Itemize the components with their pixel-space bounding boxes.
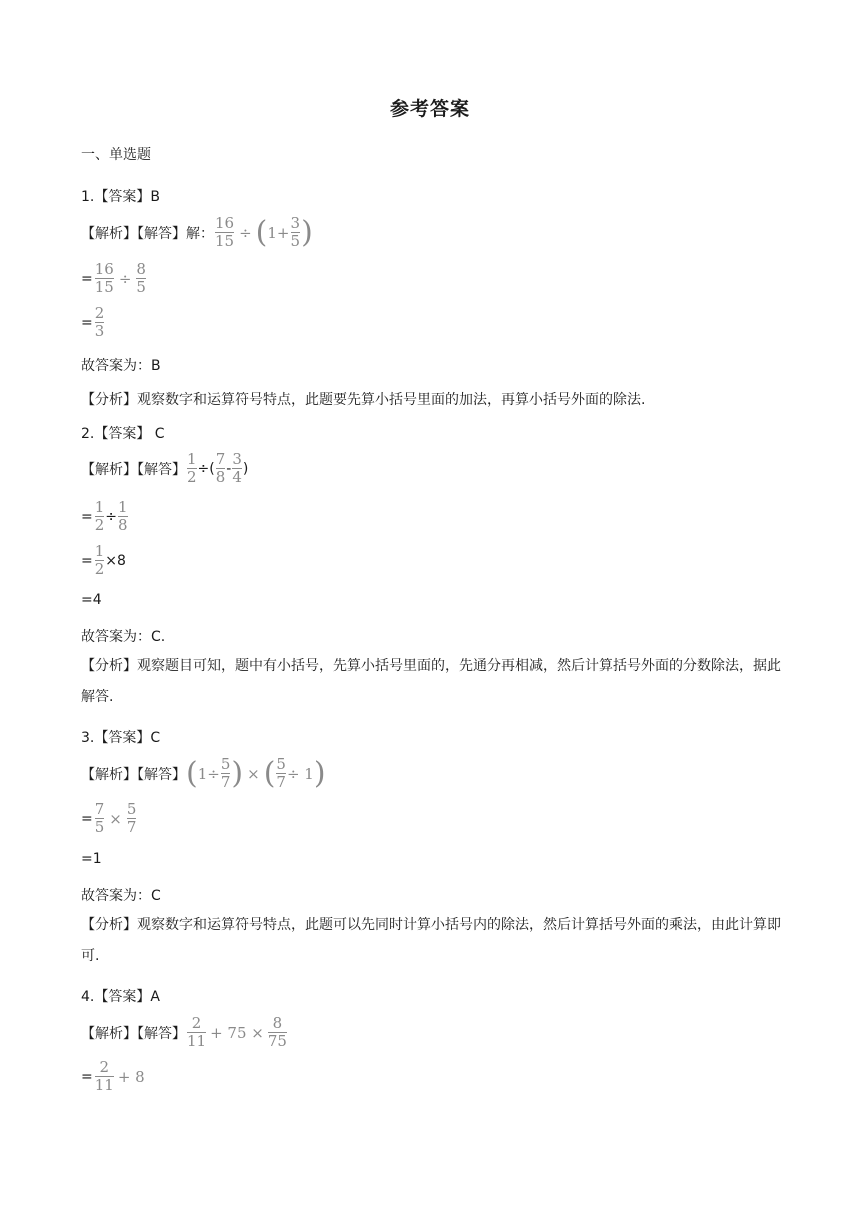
term: + 8 (117, 1067, 145, 1086)
q4-analysis-label: 【解析】【解答】 (81, 1025, 186, 1042)
q3-step-3: =1 (81, 851, 102, 867)
q3-expression (81, 757, 326, 790)
q1-analysis-label: 【解析】【解答】解： (81, 225, 214, 242)
term: + 75 × (210, 1023, 264, 1042)
fraction: $\frac{8}{5}$ (136, 260, 146, 296)
q2-conclusion: 故答案为：C. (81, 629, 166, 645)
q4-expression (81, 1016, 288, 1049)
page-title: 参考答案 (389, 98, 470, 120)
right-paren: ) (301, 214, 313, 250)
fraction: $\frac{5}{7}$ (220, 755, 231, 791)
fraction: $\frac{2}{11}$ (94, 1058, 114, 1094)
operator: - (226, 460, 232, 477)
q2-step-2: = $\frac{1}{2}$ ÷ $\frac{1}{8}$ (81, 498, 128, 534)
q1-answer: 1.【答案】B (81, 189, 160, 205)
q2-expression (81, 452, 248, 485)
q2-analysis-label: 【解析】【解答】 (81, 461, 186, 478)
fraction: $\frac{7}{5}$ (94, 800, 105, 836)
fraction: $\frac{1}{2}$ (94, 498, 105, 534)
q1-step-3: = $\frac{2}{3}$ (81, 304, 105, 340)
term: 1+ (267, 223, 290, 242)
operator: × (109, 809, 122, 828)
fraction: $\frac{1}{2}$ (94, 542, 105, 578)
q1-conclusion: 故答案为：B (81, 358, 161, 374)
fraction: $\frac{1}{8}$ (118, 498, 128, 534)
q3-answer: 3.【答案】C (81, 730, 161, 746)
fraction: $\frac{16}{15}$ (215, 214, 235, 250)
operator: ÷( (197, 460, 215, 477)
q2-step-4: =4 (81, 592, 102, 608)
term: 1÷ (197, 764, 220, 783)
q2-note: 【分析】观察题目可知，题中有小括号，先算小括号里面的，先通分再相减，然后计算括号外面的分数除法，据此解答. (81, 658, 781, 705)
q1-step-2: = $\frac{16}{15}$ ÷ $\frac{8}{5}$ (81, 260, 146, 296)
fraction: $\frac{1}{2}$ (187, 450, 197, 486)
operator: ÷ (239, 223, 252, 242)
q4-answer: 4.【答案】A (81, 989, 160, 1005)
term: ÷ 1 (286, 764, 314, 783)
q2-step-3: = $\frac{1}{2}$ ×8 (81, 542, 126, 578)
operator: ) (242, 460, 249, 477)
q2-answer: 2.【答案】 C (81, 426, 165, 442)
right-paren: ) (313, 755, 326, 791)
q3-analysis-label: 【解析】【解答】 (81, 766, 186, 783)
fraction: $\frac{16}{15}$ (94, 260, 114, 296)
left-paren: ( (186, 755, 198, 791)
operator: ×8 (105, 552, 126, 569)
fraction: $\frac{2}{3}$ (94, 304, 105, 340)
fraction: $\frac{3}{4}$ (232, 450, 242, 486)
q1-note: 【分析】观察数字和运算符号特点，此题要先算小括号里面的加法，再算小括号外面的除法. (81, 392, 646, 408)
operator: × (247, 764, 260, 783)
left-paren: ( (255, 214, 268, 250)
q4-step-2: = $\frac{2}{11}$ + 8 (81, 1058, 145, 1094)
q3-step-2: = $\frac{7}{5}$ × $\frac{5}{7}$ (81, 800, 137, 836)
q1-expression (81, 216, 313, 249)
section-heading: 一、单选题 (81, 147, 151, 163)
right-paren: ) (231, 755, 244, 791)
fraction: $\frac{2}{11}$ (187, 1014, 207, 1050)
fraction: $\frac{3}{5}$ (290, 214, 301, 250)
fraction: $\frac{5}{7}$ (276, 755, 286, 791)
fraction: $\frac{8}{75}$ (267, 1014, 287, 1050)
left-paren: ( (263, 755, 276, 791)
fraction: $\frac{7}{8}$ (215, 450, 226, 486)
operator: ÷ (105, 508, 118, 525)
operator: ÷ (118, 269, 132, 288)
fraction: $\frac{5}{7}$ (126, 800, 137, 836)
q3-note: 【分析】观察数字和运算符号特点，此题可以先同时计算小括号内的除法，然后计算括号外面的乘法，由此计算即可. (81, 917, 781, 964)
q3-conclusion: 故答案为：C (81, 888, 161, 904)
